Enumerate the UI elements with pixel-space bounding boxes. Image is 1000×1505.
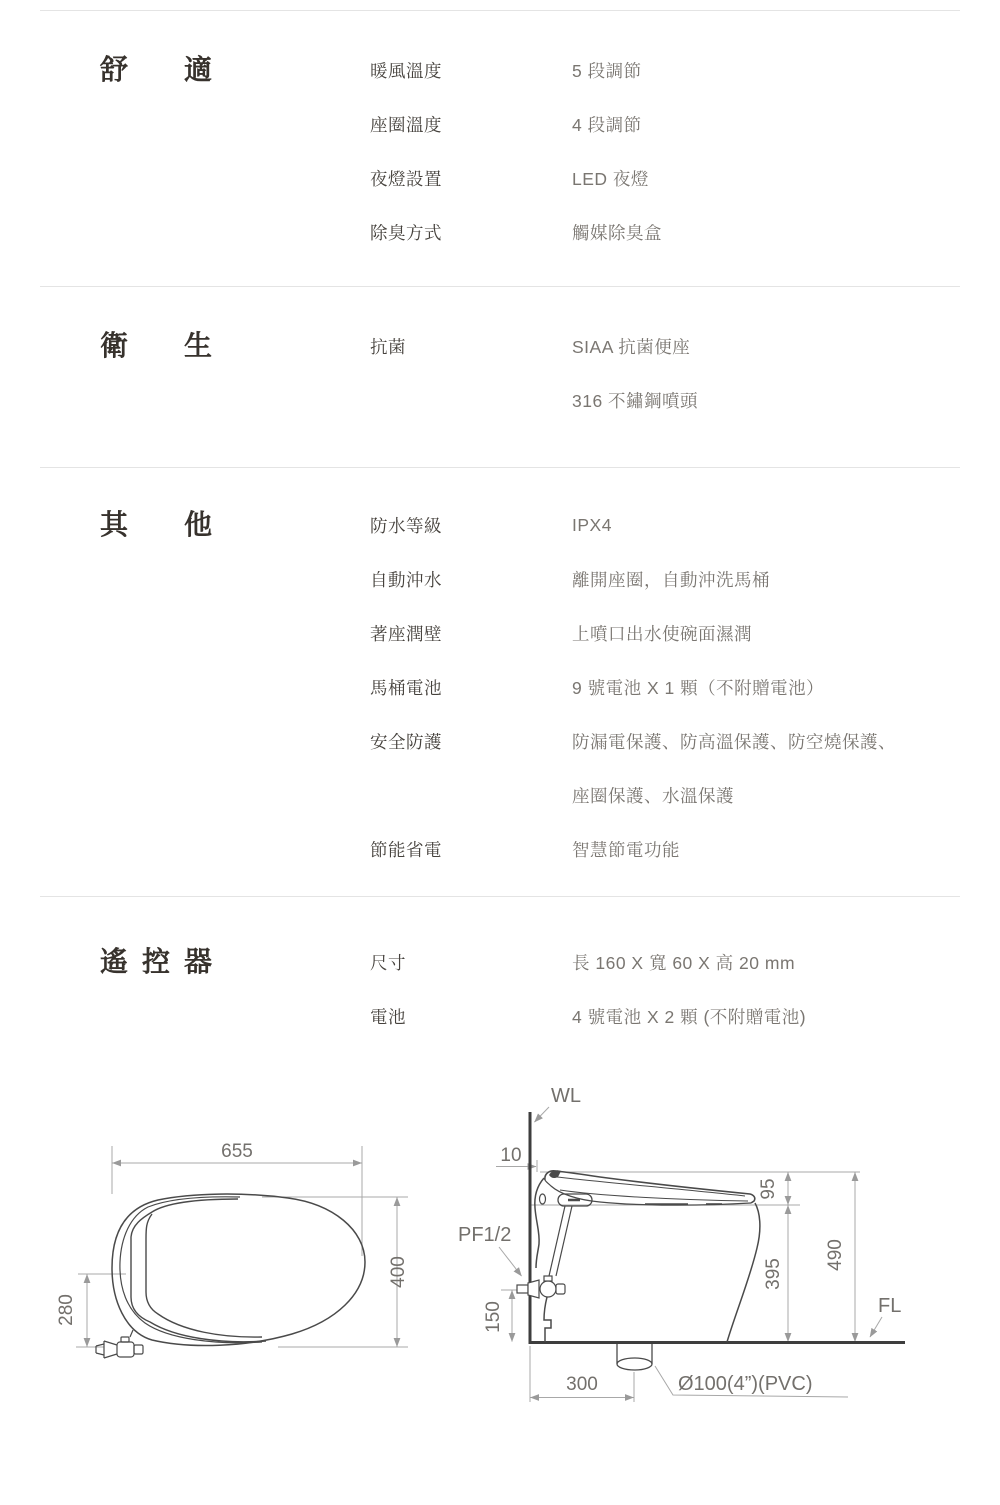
spec-label: 暖風溫度 — [370, 60, 442, 81]
top-view-outline — [96, 1194, 365, 1358]
spec-row — [370, 373, 960, 427]
spec-row — [370, 205, 960, 259]
spec-value: 防漏電保護、防高溫保護、防空燒保護、 — [572, 731, 896, 752]
spec-label: 節能省電 — [370, 839, 442, 860]
spec-value: 觸媒除臭盒 — [572, 222, 662, 243]
spec-label: 著座潤壁 — [370, 623, 442, 644]
spec-label: 抗菌 — [370, 336, 406, 357]
top-view-dim-lines — [76, 1146, 408, 1347]
spec-label: 安全防護 — [370, 731, 442, 752]
spec-label: 電池 — [370, 1006, 406, 1027]
dim-drain-setout: 300 — [566, 1374, 598, 1395]
spec-label: 夜燈設置 — [370, 168, 442, 189]
dim-top-width: 655 — [221, 1141, 253, 1162]
spec-row — [370, 498, 960, 552]
spec-value: SIAA 抗菌便座 — [572, 336, 691, 357]
section-hygiene — [40, 286, 960, 467]
spec-value: 316 不鏽鋼噴頭 — [572, 390, 699, 411]
section-remote — [40, 896, 960, 1043]
spec-label: 防水等級 — [370, 515, 442, 536]
label-inlet-thread: PF1/2 — [458, 1224, 512, 1246]
toilet-outline — [517, 1170, 760, 1342]
label-wall-line: WL — [551, 1085, 581, 1107]
spec-value: 4 號電池 X 2 顆 (不附贈電池) — [572, 1006, 807, 1027]
spec-label: 自動沖水 — [370, 569, 442, 590]
section-heading-comfort: 舒適 — [100, 54, 212, 85]
sensor-detail — [540, 1194, 546, 1204]
spec-row — [370, 97, 960, 151]
spec-value: 5 段調節 — [572, 60, 642, 81]
spec-row — [370, 989, 960, 1043]
label-drain-pipe: Ø100(4”)(PVC) — [678, 1373, 813, 1395]
dim-lid-height: 95 — [758, 1178, 779, 1200]
spec-value: 智慧節電功能 — [572, 839, 680, 860]
spec-value: 上噴口出水使碗面濕潤 — [572, 623, 752, 644]
top-view-inlet-valve — [96, 1330, 143, 1358]
section-heading-hygiene: 衛生 — [100, 330, 212, 361]
supply-pipe — [549, 1206, 572, 1276]
spec-value: 座圈保護、水溫保護 — [572, 785, 734, 806]
spec-label: 尺寸 — [370, 952, 406, 973]
spec-value: 9 號電池 X 1 顆（不附贈電池） — [572, 677, 825, 698]
spec-label: 座圈溫度 — [370, 114, 442, 135]
spec-row — [370, 319, 960, 373]
section-others — [40, 467, 960, 896]
drain-pipe — [617, 1344, 652, 1370]
dimension-diagrams — [0, 1080, 1000, 1500]
spec-row — [370, 606, 960, 660]
section-comfort — [40, 10, 960, 286]
dim-top-inlet-offset: 280 — [56, 1294, 77, 1326]
spec-table — [40, 10, 960, 1043]
spec-row — [370, 151, 960, 205]
spec-value: 長 160 X 寬 60 X 高 20 mm — [572, 952, 796, 973]
spec-label: 除臭方式 — [370, 222, 442, 243]
section-heading-others: 其他 — [100, 509, 212, 540]
spec-row — [370, 935, 960, 989]
spec-value: IPX4 — [572, 514, 612, 535]
section-heading-remote: 遙控器 — [100, 946, 212, 977]
dim-top-depth: 400 — [388, 1256, 409, 1288]
spec-row — [370, 552, 960, 606]
shutoff-valve — [517, 1276, 565, 1298]
spec-value: LED 夜燈 — [572, 168, 649, 189]
spec-row — [370, 714, 960, 768]
spec-label: 馬桶電池 — [370, 677, 442, 698]
spec-row — [370, 660, 960, 714]
side-view-drawing — [458, 1085, 905, 1402]
dim-total-height: 490 — [825, 1239, 846, 1271]
spec-row — [370, 822, 960, 876]
spec-row — [370, 768, 960, 822]
spec-value: 4 段調節 — [572, 114, 642, 135]
spec-value: 離開座圈，自動沖洗馬桶 — [572, 569, 770, 590]
dim-rim-height: 395 — [763, 1258, 784, 1290]
top-view-drawing — [56, 1141, 409, 1358]
dim-wall-gap: 10 — [500, 1145, 522, 1166]
dim-inlet-height: 150 — [483, 1301, 504, 1333]
spec-row — [370, 43, 960, 97]
label-floor-line: FL — [878, 1295, 902, 1317]
